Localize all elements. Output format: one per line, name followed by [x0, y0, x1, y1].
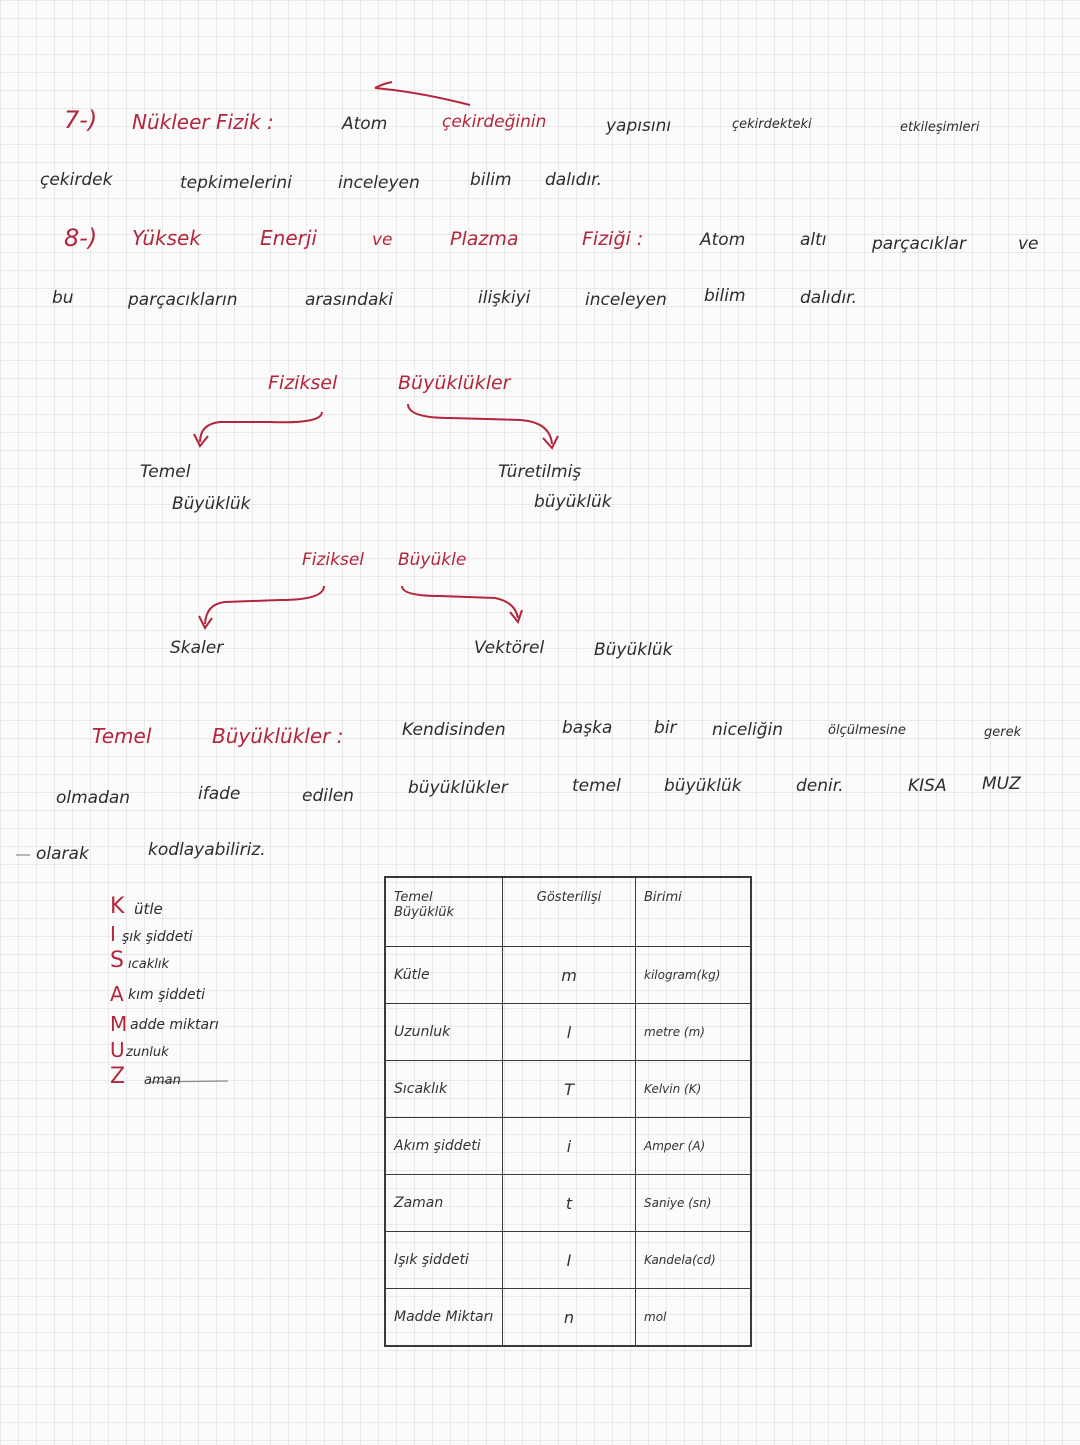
cell-quantity: Akım şiddeti — [385, 1118, 503, 1175]
cell-symbol: T — [503, 1061, 636, 1118]
table-header-row — [385, 877, 751, 947]
d2-root-a: Fiziksel — [302, 550, 365, 570]
mnemonic-rest: aman — [144, 1073, 181, 1088]
table-row — [385, 1175, 751, 1232]
def-word: büyüklükler — [408, 778, 508, 798]
s7-word: dalıdır. — [545, 170, 603, 190]
d1-left-b: Büyüklük — [172, 494, 251, 514]
table-row — [385, 1061, 751, 1118]
def-word: olmadan — [56, 788, 131, 808]
cell-unit: Kandela(cd) — [636, 1232, 752, 1289]
d1-left-a: Temel — [140, 462, 191, 482]
s8-word: altı — [800, 230, 827, 250]
s7-word: etkileşimleri — [900, 120, 980, 135]
s8-title-word: ve — [372, 230, 393, 250]
cell-symbol: I — [503, 1232, 636, 1289]
s7-word: inceleyen — [338, 173, 420, 193]
def-title-a: Temel — [92, 724, 152, 748]
def-word: temel — [572, 776, 621, 796]
s7-word: çekirdek — [40, 170, 113, 190]
def-word: denir. — [796, 776, 844, 796]
d1-right-b: büyüklük — [534, 492, 612, 512]
def-word: MUZ — [982, 774, 1021, 794]
s8-word: ve — [1018, 234, 1039, 254]
s8-word: bilim — [704, 286, 746, 306]
arrow-left-1 — [200, 412, 322, 442]
s8-word: dalıdır. — [800, 288, 858, 308]
mnemonic-rest: adde miktarı — [130, 1017, 219, 1033]
def-word: Kendisinden — [402, 720, 506, 740]
mnemonic-rest: ütle — [134, 900, 163, 918]
def-word: olarak — [36, 844, 89, 864]
s8-title-word: Enerji — [260, 226, 317, 250]
cell-unit: metre (m) — [636, 1004, 752, 1061]
def-word: niceliğin — [712, 720, 784, 740]
cell-unit: Kelvin (K) — [636, 1061, 752, 1118]
def-word: ifade — [198, 784, 241, 804]
cell-quantity: Madde Miktarı — [385, 1289, 503, 1347]
section-7-number: 7-) — [64, 106, 98, 134]
s8-title-word: Yüksek — [132, 226, 201, 250]
cell-quantity: Sıcaklık — [385, 1061, 503, 1118]
def-word: edilen — [302, 786, 354, 806]
table-row — [385, 947, 751, 1004]
s8-title-word: Fiziği : — [582, 228, 644, 250]
mnemonic-initial: Z — [110, 1064, 126, 1089]
def-word: bir — [654, 718, 677, 738]
def-word: büyüklük — [664, 776, 742, 796]
mnemonic-initial: S — [110, 948, 124, 973]
s8-word: inceleyen — [585, 290, 667, 310]
cell-quantity: Uzunluk — [385, 1004, 503, 1061]
cell-quantity: Işık şiddeti — [385, 1232, 503, 1289]
header-unit: Birimi — [636, 877, 752, 947]
d2-right-a: Vektörel — [474, 638, 545, 658]
s8-word: parçacıkların — [128, 290, 238, 310]
cell-unit: mol — [636, 1289, 752, 1347]
cell-quantity: Kütle — [385, 947, 503, 1004]
d1-right-a: Türetilmiş — [498, 462, 582, 482]
table-row — [385, 1232, 751, 1289]
cell-unit: Amper (A) — [636, 1118, 752, 1175]
s8-word: arasındaki — [305, 290, 393, 310]
s8-word: ilişkiyi — [478, 288, 531, 308]
table-row — [385, 1004, 751, 1061]
header-quantity: Temel Büyüklük — [385, 877, 503, 947]
arrow-right-1 — [408, 404, 552, 444]
def-word: başka — [562, 718, 613, 738]
header-symbol: Gösterilişi — [503, 877, 636, 947]
def-word: kodlayabiliriz. — [148, 840, 266, 860]
d1-root-b: Büyüklükler — [398, 372, 511, 394]
cell-unit: Saniye (sn) — [636, 1175, 752, 1232]
d2-right-b: Büyüklük — [594, 640, 673, 660]
mnemonic-rest: şık şiddeti — [122, 929, 193, 945]
mnemonic-initial: A — [110, 982, 124, 1006]
d2-root-b: Büyükle — [398, 550, 467, 570]
s7-word: çekirdekteki — [732, 117, 812, 132]
s7-word: bilim — [470, 170, 512, 190]
table-row — [385, 1289, 751, 1347]
def-word: gerek — [984, 725, 1022, 740]
cell-symbol: t — [503, 1175, 636, 1232]
table-row — [385, 1118, 751, 1175]
mnemonic-rest: kım şiddeti — [128, 987, 206, 1003]
mnemonic-rest: ıcaklık — [128, 957, 170, 972]
mnemonic-rest: zunluk — [126, 1045, 169, 1060]
s7-word: Atom — [342, 114, 388, 134]
cell-symbol: i — [503, 1118, 636, 1175]
mnemonic-initial: M — [110, 1012, 128, 1036]
arrow-right-2 — [402, 586, 518, 618]
def-title-b: Büyüklükler : — [212, 724, 344, 748]
s7-word: tepkimelerini — [180, 173, 292, 193]
section-7-title: Nükleer Fizik : — [132, 110, 274, 134]
s8-title-word: Plazma — [450, 228, 519, 250]
mnemonic-initial: U — [110, 1038, 125, 1062]
s8-word: Atom — [700, 230, 746, 250]
def-word: ölçülmesine — [828, 723, 906, 738]
s7-word: çekirdeğinin — [442, 112, 547, 132]
cell-symbol: n — [503, 1289, 636, 1347]
s8-word: bu — [52, 288, 74, 308]
section-8-number: 8-) — [64, 224, 98, 252]
basic-quantities-table — [384, 876, 752, 1347]
cell-quantity: Zaman — [385, 1175, 503, 1232]
arrow-left-2 — [205, 586, 324, 624]
mnemonic-initial: K — [110, 894, 125, 919]
cell-symbol: l — [503, 1004, 636, 1061]
cell-symbol: m — [503, 947, 636, 1004]
s8-word: parçacıklar — [872, 234, 967, 254]
s7-word: yapısını — [606, 116, 672, 136]
def-word: KISA — [908, 776, 947, 796]
cell-unit: kilogram(kg) — [636, 947, 752, 1004]
d2-left: Skaler — [170, 638, 224, 658]
d1-root-a: Fiziksel — [268, 372, 338, 394]
mnemonic-initial: I — [110, 922, 116, 946]
